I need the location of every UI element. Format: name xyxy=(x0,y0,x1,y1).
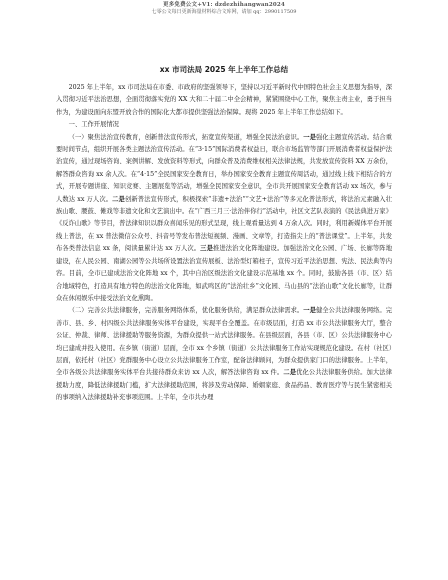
document-title: xx 市司法局 2025 年上半年工作总结 xyxy=(159,65,289,74)
paragraph-publicity xyxy=(56,132,392,306)
paragraph-text: 推进法治文化阵地建设。加强法治文化公园、广场、长廊等阵地建设，在人民公园、南湖公园等公共场所设置法治宣传展板、法治型灯箱柱子，宣传习近平法治思想、宪法、民法典等内容。目前，全市已建成法治文化阵地 xx 个，其中自治区级法治文化建设示范基地 xx 个。同时，鼓励各县（市、区）结合地域特色，打造具有地方特色的法治文化阵地，如武鸣区的“法治壮乡”文化园、马山县的“法治山歌”文化长廊等，让群众在休闲娱乐中接受法治文化熏陶。 xyxy=(56,245,392,302)
paragraph-text: 强化主题宣传活动。结合重要时间节点，组织开展各类主题法治宣传活动。在“3·15”国际消费者权益日，联合市场监管等部门开展消费者权益保护法治宣传，通过现场咨询、案例讲解、发放资料等形式，向群众普及消费维权相关法律法规，共发放宣传资料 XX 万余份，解答群众咨询 xx 余人次。在“4·15”全民国家安全教育日，举办国家安全教育主题宣传周活动，通过线上线下相结合的方式，开展专题讲座、知识竞赛、主题展览等活动，增强全民国家安全意识，全市共开展国家安全教育活动 xx 场次，参与人数达 xx 万人次。 xyxy=(56,133,393,203)
bold-marker: 一是 xyxy=(303,133,316,141)
page-header xyxy=(0,2,448,16)
paragraph-legal-services xyxy=(56,305,392,404)
bold-marker: 二是 xyxy=(283,369,297,377)
document-body xyxy=(56,82,392,405)
section-heading: 一、工作开展情况 xyxy=(68,121,119,129)
paragraph-text: （二）完善公共法律服务，完善服务网络体系，优化服务供给，满足群众法律需求。 xyxy=(68,307,304,315)
intro-paragraph: 2025 年上半年，xx 市司法局在市委、市政府的坚强领导下，坚持以习近平新时代中国特色社会主义思想为指导，深入贯彻习近平法治思想，全面贯彻落实党的 XX 大和二十届二中全会精神，紧紧围绕中心工作，聚焦主责主业，勇于担当作为，为建设面向东盟开放合作的国际化大都市提供坚强法治保障。现将 2025 年上半年工作总结如下。 xyxy=(56,84,392,116)
bold-marker: 三是 xyxy=(200,245,213,253)
paragraph-text: 健全公共法律服务网络。完善市、县、乡、村四级公共法律服务实体平台建设，实现平台全覆盖。在市级层面，打造 xx 市公共法律服务大厅，整合公证、仲裁、律师、法律援助等服务资源，为群众提供一站式法律服务。在县级层面，各县（市、区）公共法律服务中心均已建成并投入使用。在乡镇（街道）层面，全市 xx 个乡镇（街道）公共法律服务工作站实现规范化建设。在村（社区）层面，依托村（社区）党群服务中心设立公共法律服务工作室，配备法律顾问，为群众提供家门口的法律服务。上半年，全市各级公共法律服务实体平台共接待群众来访 xx 人次，解答法律咨询 xx 件。 xyxy=(56,307,393,377)
header-promo-line: 更多免费公文+V1: dzdezhihangwan2024 xyxy=(163,2,285,8)
header-source-line: 七零公文每日更新海量材料综合文库网，请加 qq：2990117509 xyxy=(151,9,297,15)
bold-marker: 二是 xyxy=(112,195,125,203)
paragraph-text: 创新普法宣传形式，积极探索“非遗+法治”“文艺+法治”等多元化普法形式，将法治元素融入壮族山歌、腰鼓、傩戏等非遗文化和文艺演出中。在“广西三月三·法治伴你行”活动中，社区文艺队表演的《民法典进万家》《反诈山歌》等节目，普法律知识以群众喜闻乐见的形式呈现，线上观看量达到 4 万余人次。同时，利用新媒体平台开展线上普法，在 xx 普法微信公众号、抖音号等发布普法短视频、漫画、文章等，打造指尖上的“普法课堂”。上半年，共发布各类普法信息 xx 条，阅读量累计达 xx 万人次。 xyxy=(56,195,393,253)
paragraph-text: 优化公共法律服务供给。加大法律援助力度，降低法律援助门槛，扩大法律援助范围，将涉及劳动保障、婚姻家庭、食品药品、教育医疗等与民生紧密相关的事项纳入法律援助补充事项范围。上半年，全市共办理 xyxy=(56,369,393,402)
bold-marker: 一是 xyxy=(303,307,316,315)
paragraph-text: （一）聚焦法治宣传教育，创新普法宣传形式，拓宽宣传渠道，增强全民法治意识。 xyxy=(68,133,304,141)
